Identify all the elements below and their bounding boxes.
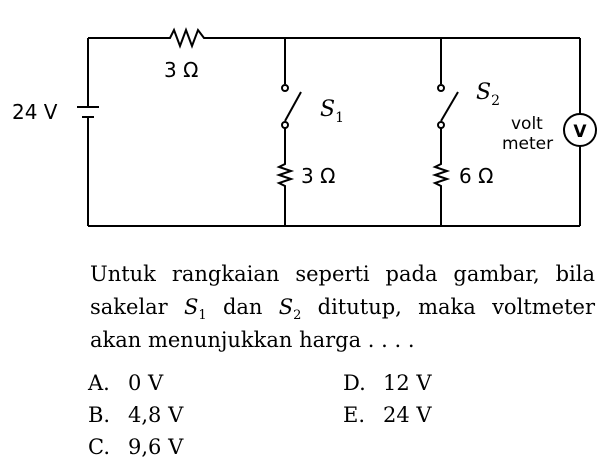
s1-top-contact (282, 85, 288, 91)
option-b-value: 4,8 V (128, 403, 184, 427)
meter-label-volt: volt (511, 114, 543, 134)
branch-s2 (435, 38, 458, 226)
battery-symbol (77, 107, 99, 117)
option-e-value: 24 V (383, 403, 432, 427)
s1-bottom-contact (282, 122, 288, 128)
source-voltage-label: 24 V (12, 100, 58, 124)
s2-label: $S_2$ (476, 80, 500, 109)
s2-switch-arm (441, 92, 458, 121)
option-a-value: 0 V (128, 371, 164, 395)
option-b[interactable] (88, 402, 183, 428)
s2-resistor-label: 6 Ω (459, 164, 494, 188)
meter-label-meter: meter (502, 134, 554, 154)
option-e[interactable] (343, 402, 432, 428)
option-d[interactable] (343, 370, 432, 396)
option-e-label: E. (343, 403, 366, 427)
option-c[interactable] (88, 434, 183, 460)
option-d-value: 12 V (383, 371, 432, 395)
s1-label: $S_1$ (320, 97, 344, 126)
option-c-label: C. (88, 435, 110, 459)
s2-top-contact (438, 85, 444, 91)
option-b-label: B. (88, 403, 111, 427)
s2-bottom-contact (438, 122, 444, 128)
s2-resistor (435, 128, 447, 226)
branch-s1 (279, 38, 301, 226)
s1-resistor-label: 3 Ω (301, 164, 336, 188)
voltmeter-symbol-letter: V (573, 122, 587, 142)
s1-switch-arm (285, 92, 301, 121)
question-text: Untuk rangkaian seperti pada gambar, bila sakelar $S_1$ dan $S_2$ ditutup, maka voltmeter akan menunjukkan harga . . . . (90, 262, 595, 352)
top-wire (88, 30, 580, 46)
option-c-value: 9,6 V (128, 435, 184, 459)
option-a-label: A. (88, 371, 110, 395)
s1-resistor (279, 128, 291, 226)
option-a[interactable] (88, 370, 163, 396)
top-resistor-label: 3 Ω (164, 58, 199, 82)
option-d-label: D. (343, 371, 366, 395)
